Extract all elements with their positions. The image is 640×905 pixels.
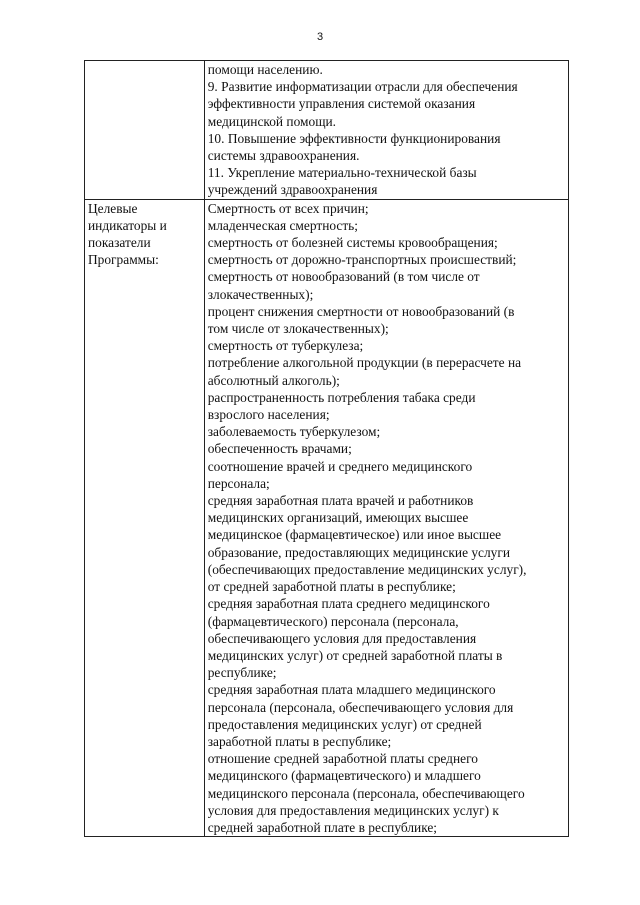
- content-line: злокачественных);: [207, 286, 314, 302]
- content-line: обеспеченность врачами;: [207, 441, 352, 457]
- row-content-cell: [204, 61, 568, 200]
- content-line: персонала;: [207, 475, 270, 491]
- content-line: республике;: [207, 665, 277, 681]
- content-line: обеспечивающего условия для предоставления: [207, 630, 477, 646]
- label-line: показатели: [88, 235, 151, 251]
- content-line: заболеваемость туберкулезом;: [207, 424, 381, 440]
- content-line: заработной платы в республике;: [207, 733, 392, 749]
- content-line: 9. Развитие информатизации отрасли для обеспечения: [207, 79, 518, 95]
- content-line: взрослого населения;: [207, 407, 330, 423]
- content-line: 10. Повышение эффективности функционирования: [207, 130, 501, 146]
- content-line: медицинского персонала (персонала, обеспечивающего: [207, 785, 525, 801]
- content-line: смертность от дорожно-транспортных происшествий;: [207, 252, 517, 268]
- content-line: процент снижения смертности от новообразований (в: [207, 303, 515, 319]
- content-line: персонала (персонала, обеспечивающего условия для: [207, 699, 514, 715]
- content-line: образование, предоставляющих медицинские услуги: [207, 544, 511, 560]
- content-line: отношение средней заработной платы среднего: [207, 751, 478, 767]
- content-line: Смертность от всех причин;: [207, 200, 369, 216]
- content-line: медицинского (фармацевтического) и младшего: [207, 768, 481, 784]
- content-line: соотношение врачей и среднего медицинского: [207, 458, 473, 474]
- content-line: младенческая смертность;: [207, 217, 359, 233]
- content-line: средняя заработная плата среднего медицинского: [207, 596, 490, 612]
- content-line: средняя заработная плата врачей и работников: [207, 493, 474, 509]
- content-line: средней заработной плате в республике;: [207, 819, 438, 835]
- row-label-cell: [85, 199, 205, 837]
- label-line: Программы:: [88, 252, 159, 268]
- content-line: системы здравоохранения.: [207, 148, 360, 164]
- content-line: медицинское (фармацевтическое) или иное высшее: [207, 527, 502, 543]
- content-line: потребление алкогольной продукции (в перерасчете на: [207, 355, 522, 371]
- content-line: 11. Укрепление материально-технической базы: [207, 165, 477, 181]
- program-passport-table: [84, 60, 569, 837]
- content-line: медицинских услуг) от средней заработной платы в: [207, 647, 503, 663]
- content-line: абсолютный алкоголь);: [207, 372, 340, 388]
- content-line: смертность от болезней системы кровообращения;: [207, 235, 498, 251]
- content-line: помощи населению.: [207, 62, 323, 77]
- content-line: смертность от новообразований (в том числе от: [207, 269, 480, 285]
- content-line: смертность от туберкулеза;: [207, 338, 364, 354]
- content-line: том числе от злокачественных);: [207, 321, 389, 337]
- page-number: 3: [316, 31, 324, 43]
- table-row: [85, 61, 569, 200]
- label-line: индикаторы и: [88, 217, 167, 233]
- table-row: [85, 199, 569, 837]
- content-line: распространенность потребления табака среди: [207, 389, 476, 405]
- content-line: эффективности управления системой оказания: [207, 96, 476, 112]
- content-line: от средней заработной платы в республике;: [207, 579, 456, 595]
- label-line: Целевые: [88, 200, 138, 216]
- content-line: условия для предоставления медицинских услуг) к: [207, 802, 499, 818]
- content-line: (обеспечивающих предоставление медицинских услуг),: [207, 561, 527, 577]
- table-body: [85, 61, 569, 837]
- content-line: медицинских организаций, имеющих высшее: [207, 510, 469, 526]
- content-line: предоставления медицинских услуг) от средней: [207, 716, 482, 732]
- content-line: средняя заработная плата младшего медицинского: [207, 682, 496, 698]
- content-line: учреждений здравоохранения: [207, 182, 378, 198]
- content-line: (фармацевтического) персонала (персонала,: [207, 613, 459, 629]
- row-label-cell: [85, 61, 205, 200]
- content-line: медицинской помощи.: [207, 113, 337, 129]
- row-content-cell: [204, 199, 568, 837]
